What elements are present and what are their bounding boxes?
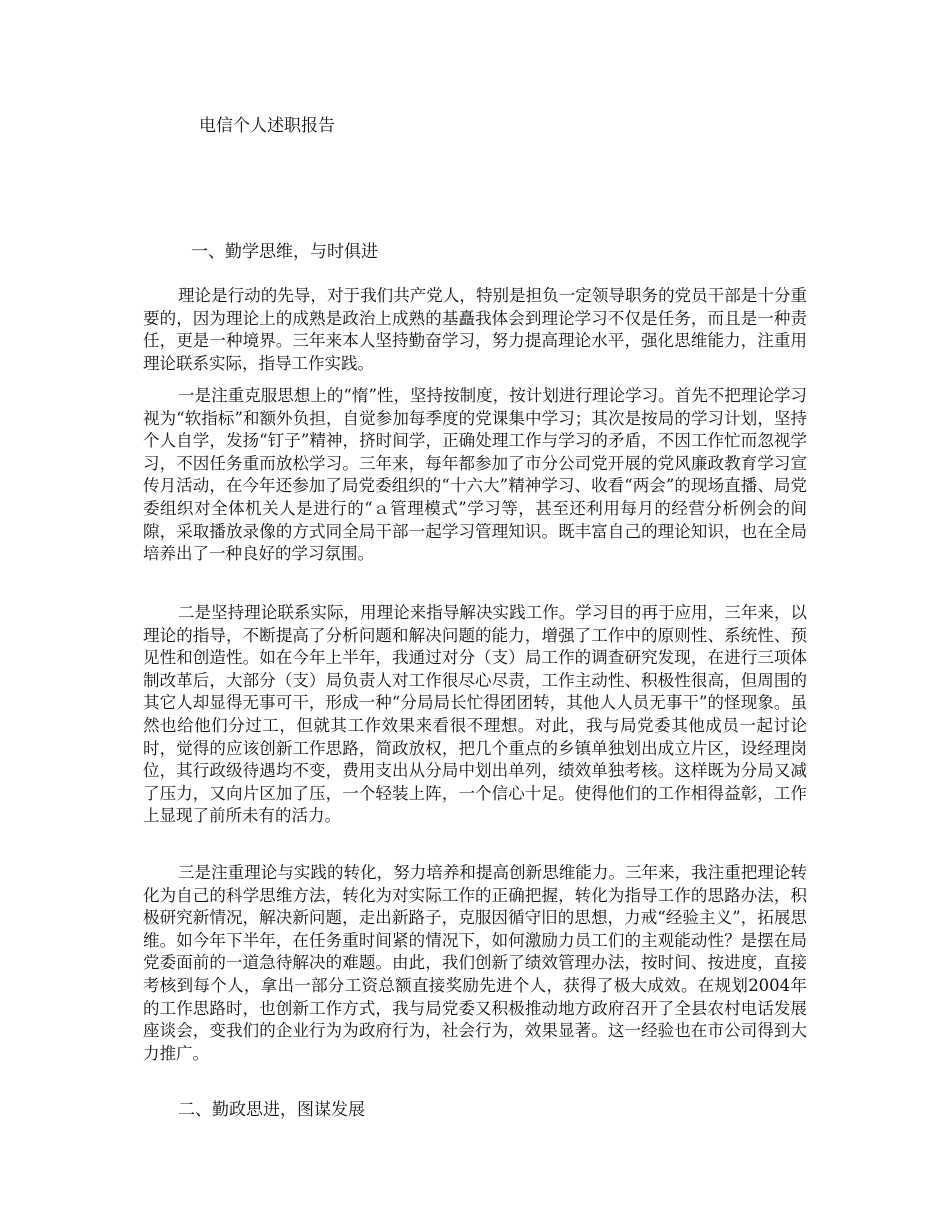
section-heading-2: 二、勤政思进，图谋发展 bbox=[178, 1100, 365, 1120]
section-heading-1: 一、勤学思维，与时俱进 bbox=[191, 242, 378, 262]
paragraph-point-two: 二是坚持理论联系实际，用理论来指导解决实践工作。学习目的再于应用，三年来，以理论的指导，不断提高了分析问题和解决问题的能力，增强了工作中的原则性、系统性、预见性和创造性。如在今年上半年，我通过对分（支）局工作的调查研究发现，在进行三项体制改革后，大部分（支）局负责人对工作很尽心尽责，工作主动性、积极性很高，但周围的其它人却显得无事可干，形成一种“分局局长忙得团团转，其他人人员无事干”的怪现象。虽然也给他们分过工，但就其工作效果来看很不理想。对此，我与局党委其他成员一起讨论时，觉得的应该创新工作思路，简政放权，把几个重点的乡镇单独划出成立片区，设经理岗位，其行政级待遇均不变，费用支出从分局中划出单列，绩效单独考核。这样既为分局又减了压力，又向片区加了压，一个轻装上阵，一个信心十足。使得他们的工作相得益彰，工作上显现了前所未有的活力。 bbox=[143, 603, 807, 826]
paragraph-point-one: 一是注重克服思想上的“惰”性，坚持按制度，按计划进行理论学习。首先不把理论学习视为“软指标”和额外负担，自觉参加每季度的党课集中学习；其次是按局的学习计划，坚持个人自学，发扬“钉子”精神，挤时间学，正确处理工作与学习的矛盾，不因工作忙而忽视学习，不因任务重而放松学习。三年来，每年都参加了市分公司党开展的党风廉政教育学习宣传月活动，在今年还参加了局党委组织的“十六大”精神学习、收看“两会”的现场直播、局党委组织对全体机关人是进行的“ａ管理模式”学习等，甚至还利用每月的经营分析例会的间隙，采取播放录像的方式同全局干部一起学习管理知识。既丰富自己的理论知识，也在全局培养出了一种良好的学习氛围。 bbox=[143, 386, 807, 564]
document-title: 电信个人述职报告 bbox=[199, 116, 335, 136]
paragraph-theory-intro: 理论是行动的先导，对于我们共产党人，特别是担负一定领导职务的党员干部是十分重要的，因为理论上的成熟是政治上成熟的基矗我体会到理论学习不仅是任务，而且是一种责任，更是一种境界。三年来本人坚持勤奋学习，努力提高理论水平，强化思维能力，注重用理论联系实际，指导工作实践。 bbox=[143, 286, 807, 373]
paragraph-point-three: 三是注重理论与实践的转化，努力培养和提高创新思维能力。三年来，我注重把理论转化为自己的科学思维方法，转化为对实际工作的正确把握，转化为指导工作的思路办法，积极研究新情况，解决新问题，走出新路子，克服因循守旧的思想，力戒“经验主义”，拓展思维。如今年下半年，在任务重时间紧的情况下，如何激励力员工们的主观能动性？是摆在局党委面前的一道急待解决的难题。由此，我们创新了绩效管理办法，按时间、按进度，直接考核到每个人，拿出一部分工资总额直接奖励先进个人，获得了极大成效。在规划2004年的工作思路时，也创新工作方式，我与局党委又积极推动地方政府召开了全县农村电话发展座谈会，变我们的企业行为为政府行为，社会行为，效果显著。这一经验也在市公司得到大力推广。 bbox=[143, 863, 807, 1063]
